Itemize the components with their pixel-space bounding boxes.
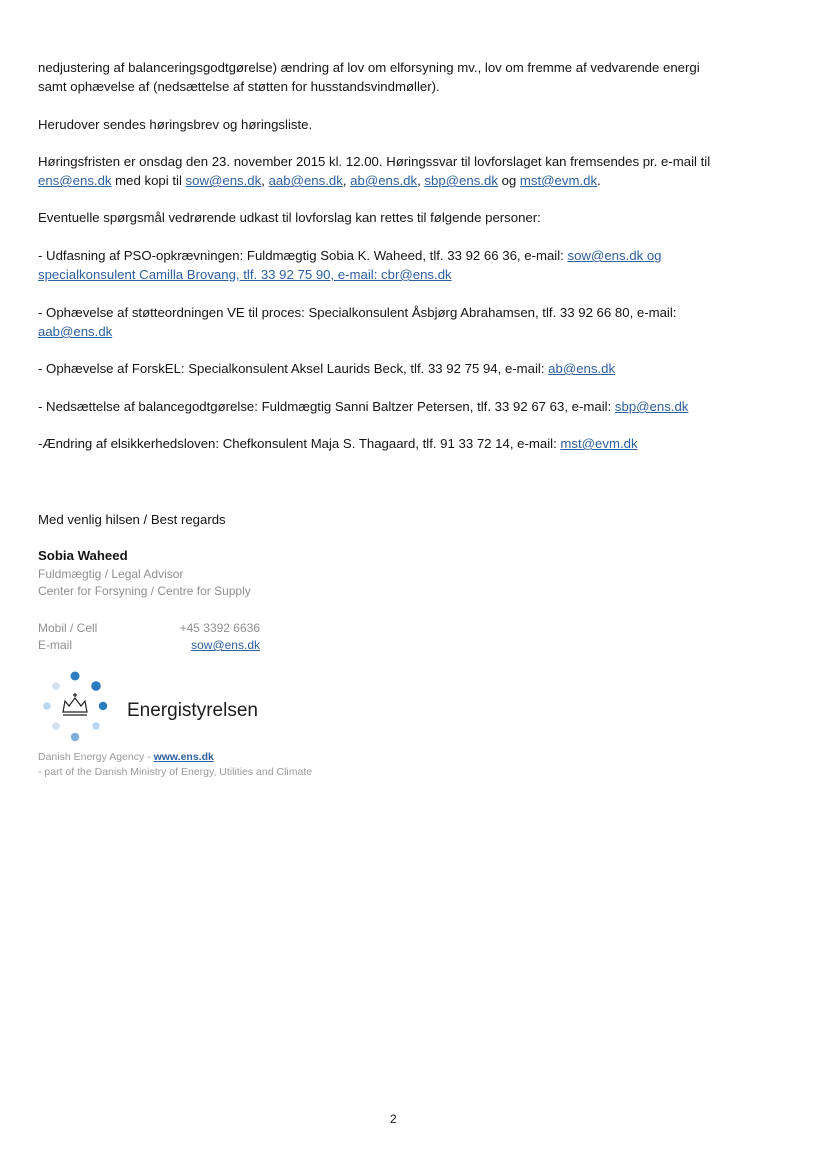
email-label: E-mail — [38, 638, 73, 652]
crown-icon — [63, 693, 87, 715]
intro-paragraph — [38, 58, 798, 96]
signature-name: Sobia Waheed — [38, 548, 128, 563]
mobile-label: Mobil / Cell — [38, 621, 98, 635]
closing-greeting: Med venlig hilsen / Best regards — [38, 512, 226, 527]
contact-ve-proces — [38, 303, 798, 341]
page-number: 2 — [390, 1112, 397, 1126]
deadline-text: Høringsfristen er onsdag den 23. november 2015 kl. 12.00. Høringssvar til lovforslaget kan fremsendes pr. e-mail til — [38, 154, 711, 169]
email-link-ens[interactable]: ens@ens.dk — [38, 173, 112, 188]
and-text: og — [497, 173, 520, 188]
herudover-paragraph: Herudover sendes høringsbrev og høringsliste. — [38, 117, 313, 132]
deadline-paragraph — [38, 152, 798, 190]
logo-dot — [71, 672, 80, 681]
logo-dot — [52, 682, 60, 690]
contact-balancegodtgorelse — [38, 397, 798, 416]
contact-text: -Ændring af elsikkerhedsloven: Chefkonsulent Maja S. Thagaard, tlf. 91 33 72 14, e-mail: — [38, 436, 561, 451]
contact-text: - Ophævelse af støtteordningen VE til proces: Specialkonsulent Åsbjørg Abrahamsen, tlf. 33 92 66 80, e-mail: — [38, 305, 677, 320]
email-link-aab[interactable]: aab@ens.dk — [268, 173, 343, 188]
logo-dot — [99, 702, 107, 710]
separator: , — [261, 173, 269, 188]
energistyrelsen-logo — [36, 668, 276, 748]
logo-dot — [52, 722, 60, 730]
signature-center: Center for Forsyning / Centre for Supply — [38, 584, 251, 598]
agency-name: Danish Energy Agency - — [38, 751, 154, 763]
contact-text: - Ophævelse af ForskEL: Specialkonsulent Aksel Laurids Beck, tlf. 33 92 75 94, e-mail: — [38, 361, 549, 376]
email-link-ab[interactable]: ab@ens.dk — [350, 173, 418, 188]
contact-forskel — [38, 359, 798, 378]
separator: , — [342, 173, 351, 188]
signature-title: Fuldmægtig / Legal Advisor — [38, 567, 184, 581]
contact-email-link[interactable]: ab@ens.dk — [548, 361, 616, 376]
agency-website-link[interactable]: www.ens.dk — [153, 751, 214, 763]
email-link-sbp[interactable]: sbp@ens.dk — [424, 173, 498, 188]
contact-text: - Udfasning af PSO-opkrævningen: Fuldmægtig Sobia K. Waheed, tlf. 33 92 66 36, e-mail: — [38, 248, 568, 263]
contact-elsikkerhed — [38, 434, 798, 453]
logo-dots — [43, 672, 107, 742]
questions-intro: Eventuelle spørgsmål vedrørende udkast til lovforslag kan rettes til følgende personer: — [38, 210, 541, 225]
signature-mobile-row — [38, 620, 260, 637]
signature-email-link[interactable]: sow@ens.dk — [191, 638, 260, 652]
email-link-mst[interactable]: mst@evm.dk — [519, 173, 598, 188]
logo-dot — [92, 722, 100, 730]
mobile-value: +45 3392 6636 — [179, 621, 260, 635]
signature-email-row — [38, 637, 260, 654]
contact-text: - Nedsættelse af balancegodtgørelse: Fuldmægtig Sanni Baltzer Petersen, tlf. 33 92 67 63, e-mail: — [38, 399, 615, 414]
period: . — [597, 173, 601, 188]
agency-footer — [38, 750, 312, 780]
contact-email-link[interactable]: mst@evm.dk — [560, 436, 638, 451]
intro-line-1: nedjustering af balanceringsgodtgørelse) ændring af lov om elforsyning mv., lov om fremme af vedvarende energi — [38, 60, 700, 75]
contact-email-link-extra[interactable]: og — [643, 248, 662, 263]
logo-dot — [43, 702, 51, 710]
contact-email-link[interactable]: sow@ens.dk — [567, 248, 644, 263]
email-link-sow[interactable]: sow@ens.dk — [185, 173, 262, 188]
logo-dot — [71, 733, 79, 741]
contact-email-link[interactable]: sbp@ens.dk — [614, 399, 689, 414]
logo-wordmark: Energistyrelsen — [127, 700, 258, 721]
contact-email-link[interactable]: aab@ens.dk — [38, 324, 113, 339]
deadline-copy-text: med kopi til — [111, 173, 186, 188]
contact-pso — [38, 246, 798, 284]
separator: , — [417, 173, 425, 188]
agency-ministry: - part of the Danish Ministry of Energy, Utilities and Climate — [38, 766, 313, 778]
intro-line-2: samt ophævelse af (nedsættelse af støtten for husstandsvindmøller). — [38, 79, 440, 94]
logo-dot — [91, 681, 101, 691]
contact-line2-link[interactable]: specialkonsulent Camilla Brovang, tlf. 33 92 75 90, e-mail: cbr@ens.dk — [38, 267, 452, 282]
